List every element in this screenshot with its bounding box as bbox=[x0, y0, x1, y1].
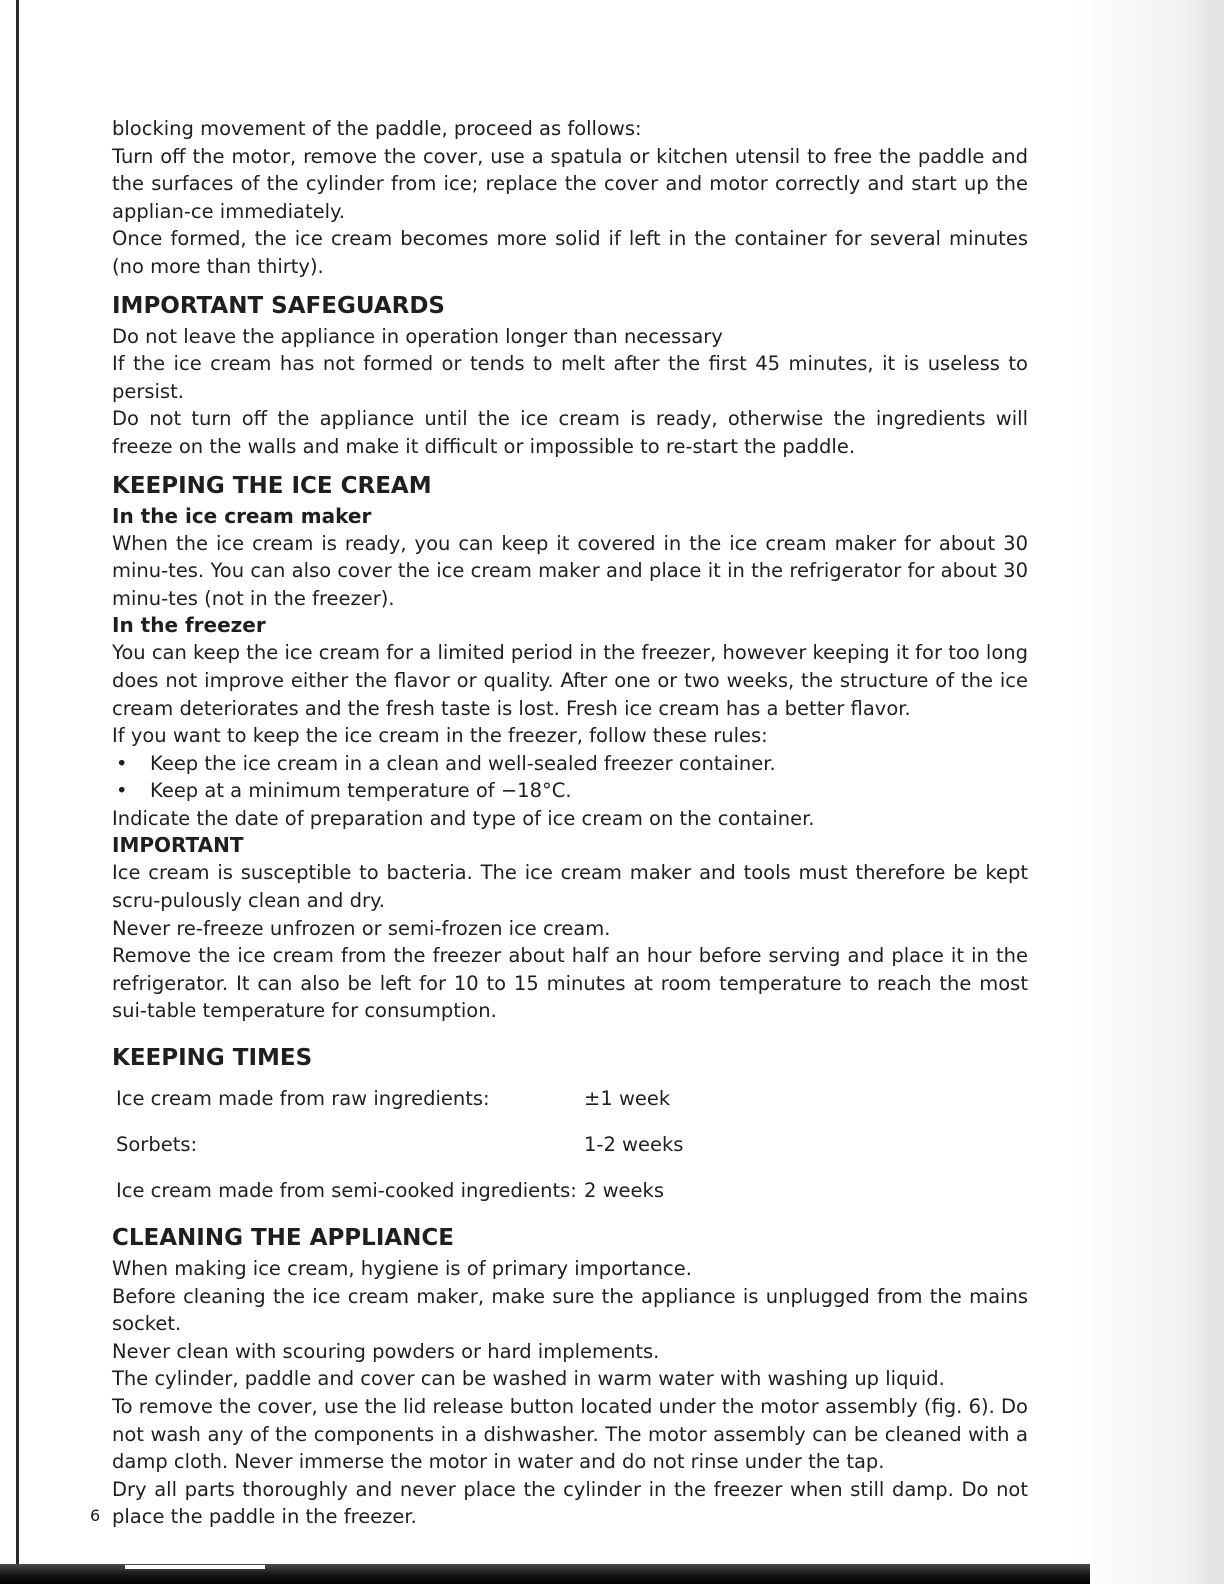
freezer-subheading: In the freezer bbox=[112, 613, 266, 638]
times-value: 2 weeks bbox=[584, 1179, 664, 1203]
cleaning-paragraph: Dry all parts thoroughly and never place the cylinder in the freezer when still damp. Do not place the paddle in the freezer. bbox=[112, 1477, 1028, 1529]
important-paragraph: Never re-freeze unfrozen or semi-frozen ice cream. bbox=[112, 916, 611, 940]
times-section bbox=[112, 1043, 1028, 1204]
rules-list bbox=[112, 750, 1028, 805]
bottom-edge-gap bbox=[125, 1565, 265, 1569]
intro-paragraph: Once formed, the ice cream becomes more solid if left in the container for several minutes (no more than thirty). bbox=[112, 227, 1028, 278]
cleaning-section bbox=[112, 1223, 1028, 1531]
freezer-paragraph: You can keep the ice cream for a limited period in the freezer, however keeping it for too long does not improve either the flavor or quality. After one or two weeks, the structure of the ice cream deteriorates and the fresh taste is lost. Fresh ice cream has a better flavor. bbox=[112, 641, 1028, 720]
intro-paragraph: blocking movement of the paddle, proceed as follows: bbox=[112, 117, 642, 140]
left-binding-line bbox=[16, 0, 19, 1584]
safeguards-paragraph: If the ice cream has not formed or tends to melt after the first 45 minutes, it is useless to persist. bbox=[112, 352, 1028, 403]
rule-item: • Keep the ice cream in a clean and well-sealed freezer container. bbox=[112, 750, 1028, 778]
times-label: Sorbets: bbox=[116, 1133, 198, 1157]
important-paragraph: Remove the ice cream from the freezer about half an hour before serving and place it in the refrigerator. It can also be left for 10 to 15 minutes at room temperature to reach the most sui-table temperature for consumption. bbox=[112, 944, 1028, 1023]
times-value: ±1 week bbox=[584, 1087, 671, 1111]
keeping-section bbox=[112, 471, 1028, 1026]
cleaning-paragraph: When making ice cream, hygiene is of primary importance. bbox=[112, 1257, 692, 1281]
page-number: 6 bbox=[90, 1506, 101, 1525]
rules-intro: If you want to keep the ice cream in the freezer, follow these rules: bbox=[112, 724, 768, 748]
intro-section bbox=[112, 115, 1028, 281]
cleaning-paragraph: To remove the cover, use the lid release button located under the motor assembly (fig. 6). Do not wash any of the components in a dishwasher. The motor assembly can be cleaned with a damp cloth. Never immerse the motor in water and do not rinse under the tap. bbox=[112, 1395, 1028, 1474]
important-paragraph: Ice cream is susceptible to bacteria. The ice cream maker and tools must therefore be kept scru-pulously clean and dry. bbox=[112, 861, 1028, 913]
important-subheading: IMPORTANT bbox=[112, 833, 244, 858]
times-row bbox=[116, 1085, 1028, 1112]
cleaning-heading: CLEANING THE APPLIANCE bbox=[112, 1225, 455, 1252]
times-heading: KEEPING TIMES bbox=[112, 1045, 313, 1072]
times-label: Ice cream made from raw ingredients: bbox=[116, 1087, 490, 1111]
rule-item: • Keep at a minimum temperature of −18°C. bbox=[112, 777, 1028, 805]
times-label: Ice cream made from semi-cooked ingredients: bbox=[116, 1179, 577, 1203]
cleaning-paragraph: Before cleaning the ice cream maker, make sure the appliance is unplugged from the mains socket. bbox=[112, 1284, 1028, 1336]
safeguards-paragraph: Do not turn off the appliance until the ice cream is ready, otherwise the ingredients will freeze on the walls and make it difficult or impossible to re-start the paddle. bbox=[112, 407, 1028, 458]
cleaning-paragraph: Never clean with scouring powders or hard implements. bbox=[112, 1339, 660, 1363]
times-table bbox=[116, 1085, 1028, 1204]
intro-paragraph: Turn off the motor, remove the cover, use a spatula or kitchen utensil to free the paddle and the surfaces of the cylinder from ice; replace the cover and motor correctly and start up the applian-ce immediately. bbox=[112, 144, 1028, 223]
keeping-heading: KEEPING THE ICE CREAM bbox=[112, 472, 432, 499]
safeguards-heading: IMPORTANT SAFEGUARDS bbox=[112, 292, 445, 319]
maker-paragraph: When the ice cream is ready, you can keep it covered in the ice cream maker for about 30 minu-tes. You can also cover the ice cream maker and place it in the refrigerator for about 30 minu-tes (not in the freezer). bbox=[112, 531, 1028, 610]
times-row bbox=[116, 1177, 1028, 1204]
cleaning-paragraph: The cylinder, paddle and cover can be washed in warm water with washing up liquid. bbox=[112, 1367, 945, 1391]
safeguards-paragraph: Do not leave the appliance in operation longer than necessary bbox=[112, 324, 723, 348]
page-shadow bbox=[1074, 0, 1224, 1584]
after-rules-paragraph: Indicate the date of preparation and type of ice cream on the container. bbox=[112, 806, 815, 830]
safeguards-section bbox=[112, 291, 1028, 461]
page-content bbox=[112, 115, 1028, 1531]
maker-subheading: In the ice cream maker bbox=[112, 503, 372, 528]
times-row bbox=[116, 1131, 1028, 1158]
times-value: 1-2 weeks bbox=[584, 1133, 684, 1157]
